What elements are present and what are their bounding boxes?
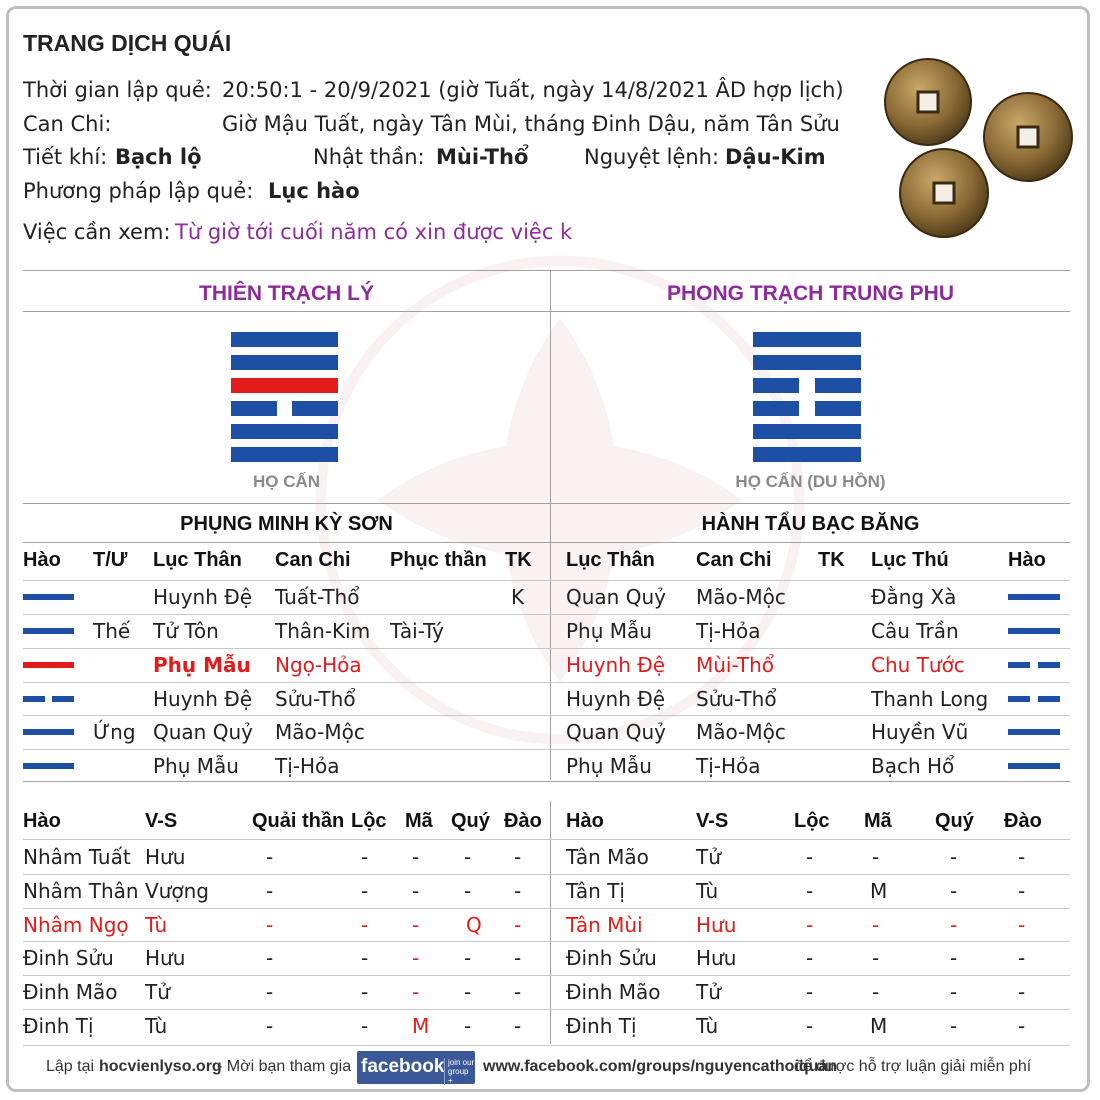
- col-header-can-chi: Can Chi: [696, 549, 772, 571]
- cell-luc-thu: Thanh Long: [871, 687, 989, 711]
- col-header-phuc-than: Phục thần: [390, 549, 487, 571]
- cell-vs: Tử: [696, 980, 721, 1004]
- cell-hao: Đinh Mão: [566, 980, 661, 1004]
- col-header-can-chi: Can Chi: [275, 549, 351, 571]
- row-divider: [23, 749, 1070, 750]
- cell-tk: K: [511, 585, 525, 609]
- cell-can-chi: Sửu-Thổ: [275, 687, 356, 711]
- col-header-quai-than: Quải thần: [252, 810, 345, 832]
- cell-can-chi: Mùi-Thổ: [696, 653, 774, 677]
- cell-dao: -: [1018, 879, 1026, 903]
- cell-vs: Hưu: [145, 845, 186, 869]
- col-header-hao: Hào: [23, 810, 61, 832]
- cell-vs: Hưu: [145, 946, 186, 970]
- method-value: Lục hào: [268, 179, 360, 203]
- cell-quy: Q: [466, 913, 482, 937]
- cell-quy: -: [950, 946, 958, 970]
- cell-quai-than: -: [266, 913, 274, 937]
- cell-hao: Nhâm Thân: [23, 879, 139, 903]
- cell-dao: -: [514, 946, 522, 970]
- hexagram-line: [231, 401, 277, 416]
- cell-quy: -: [464, 980, 472, 1004]
- cell-ma: -: [872, 845, 880, 869]
- tiet-khi-value: Bạch lộ: [115, 145, 202, 169]
- hexagram-line: [753, 378, 799, 393]
- cell-hao: Tân Mão: [566, 845, 649, 869]
- cell-loc: -: [361, 845, 369, 869]
- row-divider: [23, 781, 1070, 782]
- cell-hao: Đinh Mão: [23, 980, 118, 1004]
- nhat-than-value: Mùi-Thổ: [436, 145, 529, 169]
- left-family: HỌ CẤN: [252, 472, 321, 491]
- hexagram-line: [292, 401, 338, 416]
- facebook-badge[interactable]: [357, 1051, 475, 1084]
- divider: [23, 503, 1070, 504]
- cell-loc: -: [806, 879, 814, 903]
- cell-loc: -: [361, 913, 369, 937]
- cell-dao: -: [514, 845, 522, 869]
- cell-hao: Đinh Sửu: [23, 946, 114, 970]
- time-value: 20:50:1 - 20/9/2021 (giờ Tuất, ngày 14/8/2021 ÂD hợp lịch): [222, 78, 844, 102]
- cell-loc: -: [806, 1014, 814, 1038]
- cell-can-chi: Mão-Mộc: [696, 720, 786, 744]
- cell-quy: -: [464, 845, 472, 869]
- coin-icon: [984, 93, 1072, 181]
- hao-line-mark: [1008, 696, 1030, 702]
- hexagram-line: [231, 447, 338, 462]
- cell-quy: -: [950, 1014, 958, 1038]
- row-divider: [23, 614, 1070, 615]
- col-header-hao: Hào: [23, 549, 61, 571]
- left-section-title: PHỤNG MINH KỲ SƠN: [180, 513, 393, 535]
- col-header-vs: V-S: [696, 810, 729, 832]
- cell-loc: -: [806, 913, 814, 937]
- cell-quy: -: [950, 879, 958, 903]
- cell-dao: -: [1018, 946, 1026, 970]
- col-header-tu: T/Ư: [93, 549, 128, 571]
- facebook-logo: facebook: [361, 1056, 445, 1077]
- hexagram-line: [231, 424, 338, 439]
- cell-vs: Tù: [145, 1014, 168, 1038]
- cell-luc-thu: Huyền Vũ: [871, 720, 969, 744]
- cell-quai-than: -: [266, 879, 274, 903]
- cell-luc-than: Huynh Đệ: [153, 585, 253, 609]
- cell-luc-thu: Bạch Hổ: [871, 754, 955, 778]
- cell-vs: Hưu: [696, 946, 737, 970]
- right-family: HỌ CẤN (DU HỒN): [735, 472, 886, 491]
- cell-luc-than: Phụ Mẫu: [566, 754, 652, 778]
- cell-can-chi: Mão-Mộc: [275, 720, 365, 744]
- cell-ma: -: [872, 980, 880, 1004]
- hexagram-line: [753, 401, 799, 416]
- nhat-than-label: Nhật thần:: [313, 145, 425, 169]
- cell-luc-than: Quan Quỷ: [153, 720, 253, 744]
- cell-loc: -: [361, 1014, 369, 1038]
- cell-luc-thu: Câu Trần: [871, 619, 959, 643]
- cell-dao: -: [1018, 1014, 1026, 1038]
- cell-quy: -: [950, 913, 958, 937]
- cell-luc-than: Quan Quỷ: [566, 720, 666, 744]
- cell-ma: M: [870, 1014, 888, 1038]
- hao-line-mark: [23, 696, 45, 702]
- cell-luc-than: Quan Quỷ: [566, 585, 666, 609]
- cell-hao: Đinh Sửu: [566, 946, 657, 970]
- footer-suffix: để được hỗ trợ luận giải miễn phí: [794, 1058, 1032, 1075]
- cell-hao: Tân Mùi: [566, 913, 643, 937]
- row-divider: [23, 941, 1070, 942]
- cell-quai-than: -: [266, 845, 274, 869]
- cell-dao: -: [1018, 845, 1026, 869]
- cell-hao: Tân Tị: [566, 879, 625, 903]
- cell-ma: -: [412, 879, 420, 903]
- divider: [23, 542, 1070, 543]
- cell-can-chi: Tị-Hỏa: [696, 754, 761, 778]
- col-header-luc-thu: Lục Thú: [871, 549, 949, 571]
- can-chi-label: Can Chi:: [23, 112, 112, 136]
- cell-loc: -: [806, 845, 814, 869]
- cell-vs: Tù: [145, 913, 168, 937]
- cell-vs: Tù: [696, 1014, 719, 1038]
- cell-luc-than: Huynh Đệ: [566, 687, 666, 711]
- question-value: Từ giờ tới cuối năm có xin được việc k: [175, 220, 573, 244]
- cell-dao: -: [514, 913, 522, 937]
- hao-line-mark: [1008, 594, 1060, 600]
- hao-line-mark: [1008, 763, 1060, 769]
- cell-ma: -: [412, 845, 420, 869]
- hao-line-mark: [52, 696, 74, 702]
- cell-dao: -: [514, 980, 522, 1004]
- hexagram-line: [231, 332, 338, 347]
- cell-loc: -: [806, 946, 814, 970]
- divider: [23, 311, 1070, 312]
- cell-quy: -: [950, 980, 958, 1004]
- cell-hao: Đinh Tị: [566, 1014, 637, 1038]
- question-label: Việc cần xem:: [23, 220, 171, 244]
- col-header-luc-than: Lục Thân: [153, 549, 242, 571]
- cell-ma: -: [872, 946, 880, 970]
- hao-line-mark: [1038, 696, 1060, 702]
- row-divider: [23, 682, 1070, 683]
- col-header-hao: Hào: [1008, 549, 1046, 571]
- cell-can-chi: Tị-Hỏa: [696, 619, 761, 643]
- coins-image: [880, 55, 1080, 245]
- column-divider: [550, 801, 551, 1044]
- cell-quai-than: -: [266, 1014, 274, 1038]
- cell-phuc-than: Tài-Tý: [390, 619, 445, 643]
- cell-hao: Đinh Tị: [23, 1014, 94, 1038]
- row-divider: [23, 908, 1070, 909]
- cell-dao: -: [1018, 913, 1026, 937]
- cell-quai-than: -: [266, 946, 274, 970]
- hao-line-mark: [1008, 662, 1030, 668]
- hexagram-line: [753, 424, 861, 439]
- method-label: Phương pháp lập quẻ:: [23, 179, 254, 203]
- cell-luc-thu: Chu Tước: [871, 653, 965, 677]
- coin-icon: [900, 149, 988, 237]
- divider: [23, 1045, 1070, 1046]
- cell-hao: Nhâm Ngọ: [23, 913, 129, 937]
- hao-line-mark: [23, 729, 74, 735]
- cell-loc: -: [361, 946, 369, 970]
- cell-luc-than: Huynh Đệ: [153, 687, 253, 711]
- can-chi-value: Giờ Mậu Tuất, ngày Tân Mùi, tháng Đinh Dậu, năm Tân Sửu: [222, 112, 840, 136]
- cell-ma: M: [870, 879, 888, 903]
- hao-line-mark: [23, 763, 74, 769]
- footer-site-link[interactable]: hocvienlyso.org: [99, 1058, 222, 1075]
- col-header-tk: TK: [505, 549, 532, 571]
- nguyet-lenh-label: Nguyệt lệnh:: [584, 145, 720, 169]
- row-divider: [23, 1009, 1070, 1010]
- cell-quy: -: [464, 1014, 472, 1038]
- cell-dao: -: [514, 1014, 522, 1038]
- col-header-vs: V-S: [145, 810, 178, 832]
- cell-vs: Hưu: [696, 913, 737, 937]
- col-header-loc: Lộc: [351, 810, 387, 832]
- row-divider: [23, 715, 1070, 716]
- cell-vs: Vượng: [145, 879, 209, 903]
- cell-the-ung: Thế: [93, 619, 131, 643]
- cell-can-chi: Thân-Kim: [275, 619, 371, 643]
- hao-line-mark: [1008, 628, 1060, 634]
- time-label: Thời gian lập quẻ:: [23, 78, 212, 102]
- cell-vs: Tù: [696, 879, 719, 903]
- cell-luc-than: Phụ Mẫu: [153, 754, 239, 778]
- hao-line-mark: [23, 594, 74, 600]
- cell-quy: -: [464, 946, 472, 970]
- hexagram-line: [815, 401, 861, 416]
- cell-ma: -: [412, 980, 420, 1004]
- cell-can-chi: Sửu-Thổ: [696, 687, 777, 711]
- col-header-dao: Đào: [504, 810, 542, 832]
- cell-dao: -: [514, 879, 522, 903]
- row-divider: [23, 648, 1070, 649]
- row-divider: [23, 874, 1070, 875]
- footer-prefix: Lập tại: [46, 1058, 95, 1075]
- cell-ma: -: [412, 913, 420, 937]
- cell-luc-than: Tử Tôn: [153, 619, 219, 643]
- divider: [23, 270, 1070, 271]
- hexagram-line-moving: [231, 378, 338, 393]
- hexagram-line: [753, 447, 861, 462]
- footer-group-link[interactable]: www.facebook.com/groups/nguyencathoiquan: [483, 1058, 838, 1075]
- join-group-text: join our group +: [444, 1058, 475, 1085]
- cell-luc-than: Phụ Mẫu: [566, 619, 652, 643]
- col-header-tk: TK: [818, 549, 845, 571]
- cell-ma: -: [412, 946, 420, 970]
- cell-hao: Nhâm Tuất: [23, 845, 131, 869]
- cell-the-ung: Ứng: [93, 720, 136, 744]
- cell-luc-thu: Đằng Xà: [871, 585, 957, 609]
- hexagram-line: [815, 378, 861, 393]
- row-divider: [23, 975, 1070, 976]
- hao-line-mark: [23, 662, 74, 668]
- page-title: TRANG DỊCH QUÁI: [23, 30, 232, 56]
- cell-quy: -: [950, 845, 958, 869]
- cell-quy: -: [464, 879, 472, 903]
- nguyet-lenh-value: Dậu-Kim: [725, 145, 826, 169]
- tiet-khi-label: Tiết khí:: [23, 145, 108, 169]
- cell-can-chi: Tuất-Thổ: [275, 585, 360, 609]
- cell-vs: Tử: [145, 980, 170, 1004]
- cell-luc-than: Phụ Mẫu: [153, 653, 251, 677]
- cell-ma: M: [412, 1014, 430, 1038]
- hao-line-mark: [23, 628, 74, 634]
- cell-can-chi: Tị-Hỏa: [275, 754, 340, 778]
- row-divider: [23, 839, 1070, 840]
- cell-loc: -: [806, 980, 814, 1004]
- hexagram-line: [753, 332, 861, 347]
- col-header-hao: Hào: [566, 810, 604, 832]
- cell-dao: -: [1018, 980, 1026, 1004]
- cell-ma: -: [872, 913, 880, 937]
- col-header-quy: Quý: [451, 810, 490, 832]
- cell-loc: -: [361, 980, 369, 1004]
- footer-invite: - Mời bạn tham gia: [217, 1058, 352, 1075]
- hexagram-line: [231, 355, 338, 370]
- col-header-luc-than: Lục Thân: [566, 549, 655, 571]
- cell-loc: -: [361, 879, 369, 903]
- cell-quai-than: -: [266, 980, 274, 1004]
- hexagram-line: [753, 355, 861, 370]
- col-header-quy: Quý: [935, 810, 974, 832]
- hao-line-mark: [1038, 662, 1060, 668]
- coin-icon: [885, 59, 971, 145]
- col-header-ma: Mã: [405, 810, 433, 832]
- cell-luc-than: Huynh Đệ: [566, 653, 666, 677]
- row-divider: [23, 580, 1070, 581]
- col-header-loc: Lộc: [794, 810, 830, 832]
- hao-line-mark: [1008, 729, 1060, 735]
- col-header-ma: Mã: [864, 810, 892, 832]
- cell-vs: Tử: [696, 845, 721, 869]
- right-hexagram-name: PHONG TRẠCH TRUNG PHU: [667, 282, 954, 305]
- cell-can-chi: Ngọ-Hỏa: [275, 653, 362, 677]
- left-hexagram-name: THIÊN TRẠCH LÝ: [199, 282, 374, 305]
- cell-can-chi: Mão-Mộc: [696, 585, 786, 609]
- col-header-dao: Đào: [1004, 810, 1042, 832]
- right-section-title: HÀNH TẨU BẠC BĂNG: [701, 513, 920, 535]
